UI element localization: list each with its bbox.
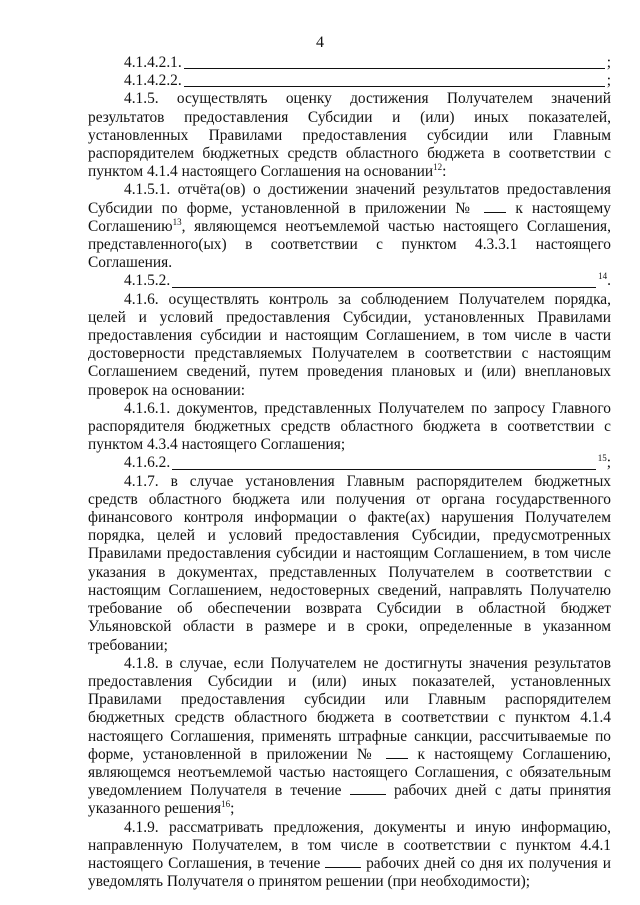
clause-text: 4.1.5.1. отчёта(ов) о достижении значений результатов предоставления Субсидии по форме, установленной в приложении №	[88, 181, 611, 217]
number-blank	[386, 746, 408, 759]
footnote-ref: 14	[598, 271, 608, 282]
clause-4-1-5-1	[88, 181, 611, 272]
footnote-ref: 15	[597, 453, 607, 464]
clause-text-2: к настоящему Соглашению	[88, 199, 611, 235]
clause-end-mark: ;	[606, 454, 611, 472]
clause-4-1-4-2-1	[88, 54, 611, 72]
clause-4-1-6: 4.1.6. осуществлять контроль за соблюдением Получателем порядка, целей и условий предоставления Субсидии, установленных Правилами предоставления субсидии и настоящим Соглашением, в том числе в части достоверности представляемых Получателем в соответствии с настоящим Соглашением сведений, путем проведения плановых и (или) внеплановых проверок на основании:	[88, 290, 611, 399]
footnote-ref: 12	[433, 162, 443, 173]
days-blank	[325, 855, 361, 868]
clause-4-1-8	[88, 655, 611, 819]
fill-in-line	[172, 273, 596, 288]
clause-4-1-9	[88, 819, 611, 892]
number-blank	[484, 200, 506, 213]
clause-end: ;	[230, 800, 235, 818]
clause-4-1-7: 4.1.7. в случае установления Главным распорядителем бюджетных средств областного бюджета или получения от органа государственного финансового контроля информации о факте(ах) нарушения Получателем порядка, целей и условий предоставления Субсидии, предусмотренных Правилами предоставления субсидии и настоящим Соглашением, в том числе указания в документах, представленных Получателем в соответствии с настоящим Соглашением, недостоверных сведений, направлять Получателю требование об обеспечении возврата Субсидии в областной бюджет Ульяновской области в размере и в сроки, определенные в указанном требовании;	[88, 472, 611, 654]
clause-end	[598, 272, 611, 290]
days-blank	[350, 782, 386, 795]
agreement-text	[88, 54, 611, 891]
clause-text-2: рабочих дней со дня их получения и уведомлять Получателя о принятом решении (при необходимости);	[88, 854, 611, 891]
clause-end	[598, 454, 611, 472]
clause-number: 4.1.4.2.1.	[124, 54, 182, 71]
clause-4-1-5	[88, 90, 611, 181]
clause-number: 4.1.4.2.2.	[124, 72, 182, 90]
clause-4-1-4-2-2	[88, 72, 611, 90]
fill-in-line	[184, 72, 605, 87]
fill-in-line	[184, 54, 605, 69]
clause-4-1-5-2	[88, 272, 611, 290]
clause-end: ;	[606, 72, 611, 90]
clause-4-1-6-1: 4.1.6.1. документов, представленных Получателем по запросу Главного распорядителя бюджетных средств областного бюджета в соответствии с пунктом 4.3.4 настоящего Соглашения;	[88, 399, 611, 454]
clause-number: 4.1.5.2.	[124, 272, 171, 290]
clause-text-3: рабочих дней с даты принятия указанного решения	[88, 782, 611, 818]
clause-text: 4.1.5. осуществлять оценку достижения Получателем значений результатов предоставления Субсидии и (или) иных показателей, установленных Правилами предоставления субсидии или Главным распорядителем бюджетных средств областного бюджета в соответствии с пунктом 4.1.4 настоящего Соглашения на основании	[88, 90, 611, 181]
clause-text-3: , являющемся неотъемлемой частью настоящего Соглашения, представленного(ых) в соответствии с пунктом 4.3.3.1 настоящего Соглашения.	[88, 217, 611, 272]
fill-in-line	[172, 455, 596, 470]
footnote-ref: 13	[172, 216, 182, 227]
clause-text: 4.1.8. в случае, если Получателем не достигнуты значения результатов предоставления Субсидии и (или) иных показателей, установленных Правилами предоставления субсидии или Главным распорядителем бюджетных средств областного бюджета в соответствии с пунктом 4.1.4 настоящего Соглашения, применять штрафные санкции, рассчитываемые по форме, установленной в приложении №	[88, 654, 611, 763]
clause-end-mark: .	[607, 272, 611, 290]
clause-end: :	[442, 163, 447, 181]
footnote-ref: 16	[221, 799, 231, 810]
clause-text-2: к настоящему Соглашению, являющемся неотъемлемой частью настоящего Соглашения, с обязательным уведомлением Получателя в течение	[88, 745, 611, 800]
clause-number: 4.1.6.2.	[124, 454, 171, 472]
clause-text: 4.1.9. рассматривать предложения, документы и иную информацию, направленную Получателем, в том числе в соответствии с пунктом 4.4.1 настоящего Соглашения, в течение	[88, 818, 611, 872]
clause-end: ;	[606, 54, 611, 71]
clause-4-1-6-2	[88, 454, 611, 472]
page-number: 4	[316, 34, 324, 51]
